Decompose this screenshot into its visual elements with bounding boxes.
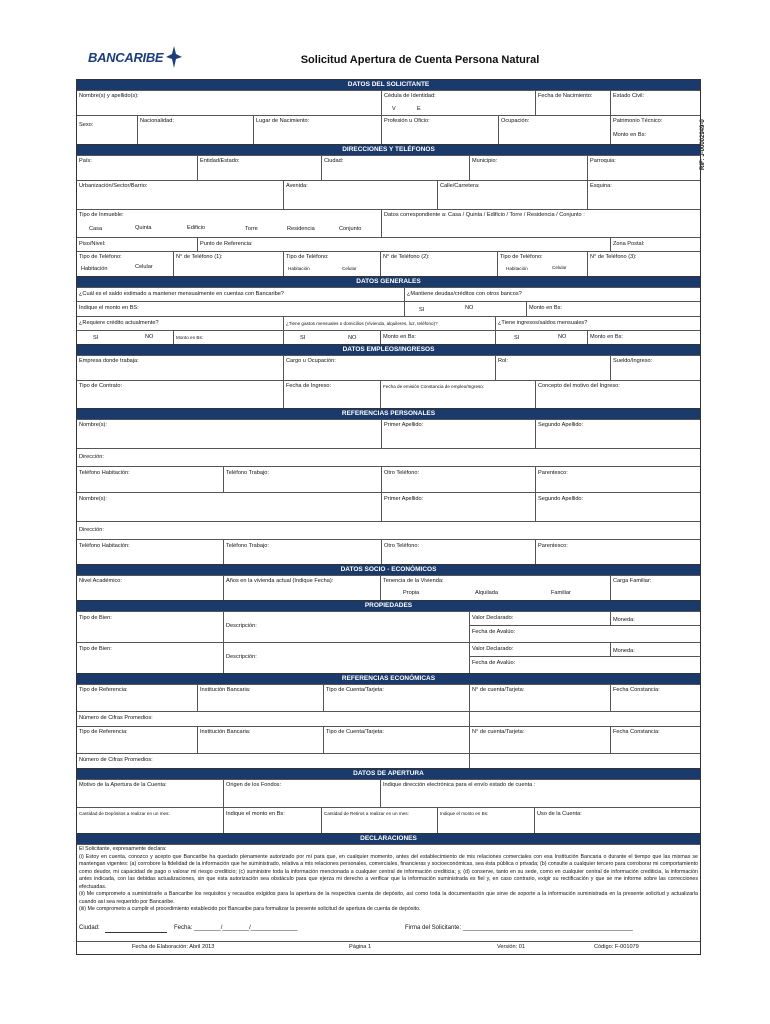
nivel-academico-field[interactable]: [77, 576, 223, 600]
field-label: SI: [300, 335, 306, 341]
refeco-2-institucion-field[interactable]: [197, 727, 324, 753]
origen-fondos-field[interactable]: [223, 780, 381, 807]
field-label: ¿Tiene gastos mensuales o domicilios (Vivienda, alquileres, luz, teléfono)?: [286, 321, 438, 326]
field-label: Municipio:: [472, 158, 498, 164]
ocupacion-field[interactable]: [498, 116, 611, 144]
ref2-primer-apellido-field[interactable]: [381, 493, 536, 521]
deudas-si-no[interactable]: [404, 302, 527, 316]
gastos-question: [283, 317, 496, 330]
field-label: Teléfono Habitación:: [79, 470, 130, 476]
field-label: Indique el monto en Bs:: [440, 811, 489, 816]
field-label: N° de cuenta/Tarjeta:: [472, 687, 525, 693]
star-icon: [166, 46, 182, 68]
rol-field[interactable]: [495, 356, 611, 380]
field-label: ¿Tiene ingresos/saldos mensuales?: [498, 320, 588, 326]
field-label: Motivo de la Apertura de la Cuenta:: [79, 782, 167, 788]
inmueble-torre: Torre: [245, 226, 258, 232]
municipio-field[interactable]: [469, 156, 588, 180]
propiedad-1-row: [77, 611, 700, 642]
field-label: SI: [419, 307, 425, 313]
telefono-1-field[interactable]: [173, 252, 284, 276]
section-direcciones: DIRECCIONES Y TELÉFONOS: [77, 144, 700, 155]
piso-field[interactable]: [77, 238, 197, 251]
decl-paragraph-2: (ii) Me comprometo a suministrarle a Bancaribe los requisitos y recaudos exigidos para la apertura de la respectiva cuenta de depósito, así como toda la documentación que sirve de soporte a la información suministrada en la presente solicitud y actualizarla cuando así sea requerido por Bancaribe.: [79, 891, 698, 905]
solicitante-row-1: [77, 90, 700, 115]
propiedad-1-descripcion-field[interactable]: [223, 612, 470, 642]
rif-label: RIF: J-00002949-0: [700, 119, 706, 170]
refeco-1-fecha-field[interactable]: [610, 685, 701, 711]
field-label: Fecha de Avalúo:: [472, 629, 516, 635]
section-apertura: DATOS DE APERTURA: [77, 768, 700, 779]
field-label: Calle/Carretera:: [440, 183, 480, 189]
cedula-field[interactable]: [381, 91, 536, 115]
field-label: Entidad/Estado:: [200, 158, 240, 164]
refeco-1-tipo-cuenta-field[interactable]: [323, 685, 470, 711]
field-label: Valor Declarado:: [472, 646, 514, 652]
entidad-field[interactable]: [197, 156, 322, 180]
field-label: Avenida:: [286, 183, 308, 189]
field-label: Monto en Bs:: [383, 334, 416, 340]
ref1-direccion-row: [77, 448, 700, 466]
avenida-field[interactable]: [283, 181, 438, 209]
field-label: Origen de los Fondos:: [226, 782, 282, 788]
field-label: Tipo de Referencia:: [79, 729, 128, 735]
declaraciones-text: [77, 845, 700, 915]
field-label: Tipo de Bien:: [79, 646, 112, 652]
field-label: Datos correspondiente a: Casa / Quinta / Edificio / Torre / Residencia / Conjunto :: [384, 212, 585, 218]
concepto-field[interactable]: [535, 381, 701, 408]
credito-si-no[interactable]: [77, 331, 173, 344]
application-form: [76, 79, 701, 955]
field-label: Segundo Apellido:: [538, 496, 584, 502]
ingresos-question: [495, 317, 701, 330]
ref1-tel-trab-field[interactable]: [223, 467, 382, 492]
tenencia-field[interactable]: [380, 576, 611, 600]
field-label: Rol:: [498, 358, 508, 364]
ingresos-monto-field[interactable]: [587, 331, 701, 344]
decl-paragraph-1: (i) Estoy en cuenta, conozco y acepto que Bancaribe ha quedado plenamente autorizado por mí para que, en cualquier momento, antes del establecimiento de mis relaciones comerciales con esa Institución Bancaria o durante el tiempo que las mismas se mantengan vigentes: (a) corrobore la fidelidad de la información que he suministrado, relativa a mis relaciones personales, comerciales, financieras y socioeconómicas, sea ésta pública o privada; (b) consulte a cualquier tercero para corroborar mi comportamiento como deudor, mi capacidad de pago o valorar mi riesgo crediticio; (c) suministre toda la información mencionada a cualquier central de información crediticia; y, (d) conserve, tanto en su sede, como en cualquier central de información crediticia, la información antes indicada, con las debidas actualizaciones, sin que esta autorización sea obstáculo para que ejerza mi derecho a verificar que la información suministrada es fiel y, en caso contrario, exigir su rectificación y que se me informe sobre las correcciones efectuadas.: [79, 853, 698, 890]
document-footer: [77, 941, 700, 954]
field-label: Tipo de Teléfono:: [286, 254, 329, 260]
field-label: Nombre(s):: [79, 422, 107, 428]
cedula-e: E: [417, 106, 421, 112]
ref2-tel-hab-field[interactable]: [77, 540, 223, 564]
tipo-telefono-1[interactable]: [77, 252, 173, 276]
zona-postal-field[interactable]: [610, 238, 701, 251]
datos-correspondiente-field[interactable]: [381, 210, 701, 237]
field-label: Otro Teléfono:: [384, 470, 420, 476]
refeco-2-cifras-row: [77, 753, 700, 768]
refeco-2-tipo-field[interactable]: [77, 727, 197, 753]
section-referencias-economicas: REFERENCIAS ECONÓMICAS: [77, 673, 700, 684]
ingresos-si-no[interactable]: [495, 331, 588, 344]
refeco-2-cifras-spacer: [469, 754, 701, 768]
ref2-tel-trab-field[interactable]: [223, 540, 382, 564]
parroquia-field[interactable]: [587, 156, 701, 180]
field-label: Sueldo/Ingreso:: [613, 358, 653, 364]
uso-cuenta-field[interactable]: [534, 808, 701, 833]
field-label: Punto de Referencia:: [200, 241, 253, 247]
firma-field[interactable]: Firma del Solicitante: ___________________________________________________: [405, 924, 633, 931]
anios-vivienda-field[interactable]: [223, 576, 381, 600]
field-label: Moneda:: [613, 617, 635, 623]
version-label: Versión: 01: [497, 943, 525, 950]
propiedad-2-valor-field[interactable]: [469, 643, 611, 673]
section-declaraciones: DECLARACIONES: [77, 833, 700, 844]
ref2-direccion-row: [77, 521, 700, 539]
field-label: NO: [558, 334, 567, 340]
refeco-1-institucion-field[interactable]: [197, 685, 324, 711]
field-label: Teléfono Trabajo:: [226, 470, 269, 476]
gastos-monto-field[interactable]: [380, 331, 496, 344]
ref2-otro-tel-field[interactable]: [381, 540, 536, 564]
field-label: Monto en Bs:: [176, 335, 204, 340]
declaraciones-block: [77, 844, 700, 954]
refeco-2-n-cuenta-field[interactable]: [469, 727, 611, 753]
email-estado-cuenta-field[interactable]: [380, 780, 701, 807]
inmueble-edificio: Edificio: [187, 225, 206, 231]
inmueble-conjunto: Conjunto: [339, 226, 362, 232]
ref1-tel-hab-field[interactable]: [77, 467, 223, 492]
field-label: Habitación: [81, 266, 108, 272]
field-label: Habitación: [506, 266, 528, 271]
ref1-primer-apellido-field[interactable]: [381, 420, 536, 448]
refeco-2-cifras-field[interactable]: [77, 754, 469, 768]
field-label: Tipo de Bien:: [79, 615, 112, 621]
decl-paragraph-3: (iii) Me comprometo a cumplir el procedimiento establecido por Bancaribe para formalizar la presente solicitud de apertura de cuenta de depósito.: [79, 906, 421, 912]
signature-row: [77, 915, 700, 941]
refeco-2-tipo-cuenta-field[interactable]: [323, 727, 470, 753]
field-label: Cantidad de Depósitos a realizar en un mes:: [79, 811, 170, 816]
field-label: Alquilada: [475, 590, 499, 596]
deudas-question: [404, 288, 701, 301]
refeco-1-row: [77, 684, 700, 711]
field-label: N° de Teléfono (3):: [590, 254, 637, 260]
field-label: N° de Teléfono (2):: [383, 254, 430, 260]
propiedad-1-tipo-field[interactable]: [77, 612, 223, 642]
codigo-label: Código: F-001079: [594, 943, 639, 950]
generales-row-2: [77, 301, 700, 316]
fecha-ingreso-field[interactable]: [283, 381, 381, 408]
field-label: País:: [79, 158, 92, 164]
ref1-nombres-field[interactable]: [77, 420, 381, 448]
field-label: Uso de la Cuenta:: [537, 811, 582, 817]
field-label: Concepto del motivo del Ingreso:: [538, 383, 620, 389]
field-label: Fecha de Ingreso:: [286, 383, 332, 389]
direccion-row-2: [77, 180, 700, 209]
field-label: ¿Cuál es el saldo estimado a mantener mensualmente en cuentas con Bancaribe?: [79, 291, 284, 297]
ref2-telefonos-row: [77, 539, 700, 564]
empresa-field[interactable]: [77, 356, 283, 380]
generales-row-4: [77, 330, 700, 344]
retiros-monto-field[interactable]: [437, 808, 535, 833]
field-label: Cédula de Identidad:: [384, 93, 436, 99]
field-label: Nivel Académico:: [79, 578, 122, 584]
field-label: Número de Cifras Promedios:: [79, 715, 153, 721]
calle-field[interactable]: [437, 181, 588, 209]
field-label: Tipo de Teléfono:: [79, 254, 122, 260]
ref1-telefonos-row: [77, 466, 700, 492]
field-label: Tenencia de la Vivienda:: [383, 578, 444, 584]
ref1-nombres-row: [77, 419, 700, 448]
field-label: Tipo de Referencia:: [79, 687, 128, 693]
field-label: ¿Mantiene deudas/créditos con otros bancos?: [407, 291, 522, 297]
field-label: Monto en Bs:: [529, 305, 562, 311]
ref2-nombres-field[interactable]: [77, 493, 381, 521]
field-label: Cargo u Ocupación:: [286, 358, 336, 364]
field-label: Tipo de Cuenta/Tarjeta:: [326, 687, 384, 693]
field-label: Indique el monto en Bs:: [226, 811, 285, 817]
field-label: Descripción:: [226, 623, 257, 629]
field-label: Celular: [552, 265, 567, 270]
field-label: Piso/Nivel:: [79, 241, 106, 247]
field-label: Indique dirección electrónica para el envío estado de cuenta :: [383, 782, 536, 788]
saldo-question: [77, 288, 404, 301]
solicitante-row-2: [77, 115, 700, 144]
depositos-field[interactable]: [77, 808, 223, 833]
fecha-emision-field[interactable]: [380, 381, 536, 408]
field-label: Descripción:: [226, 654, 257, 660]
section-propiedades: PROPIEDADES: [77, 600, 700, 611]
empleos-row-1: [77, 355, 700, 380]
refeco-2-fecha-field[interactable]: [610, 727, 701, 753]
ref1-otro-tel-field[interactable]: [381, 467, 536, 492]
field-label: Fecha de emisión Constancia de empleo/Ingreso:: [383, 384, 485, 389]
field-label: Lugar de Nacimiento:: [256, 118, 310, 124]
field-label: ¿Requiere crédito actualmente?: [79, 320, 159, 326]
inmueble-quinta: Quinta: [135, 225, 152, 231]
field-label: Tipo de Inmueble:: [79, 212, 124, 218]
inmueble-residencia: Residencia: [287, 226, 315, 232]
field-label: Institución Bancaria:: [200, 687, 251, 693]
ref1-segundo-apellido-field[interactable]: [535, 420, 701, 448]
propiedad-2-moneda-field[interactable]: [610, 643, 701, 656]
field-label: Tipo de Contrato:: [79, 383, 123, 389]
field-label: NO: [348, 335, 357, 341]
sueldo-field[interactable]: [610, 356, 701, 380]
field-label: Segundo Apellido:: [538, 422, 584, 428]
sexo-field[interactable]: [77, 116, 137, 144]
field-label: Monto en Bs:: [613, 132, 646, 138]
field-label: Otro Teléfono:: [384, 543, 420, 549]
refeco-1-n-cuenta-field[interactable]: [469, 685, 611, 711]
field-label: NO: [465, 305, 474, 311]
propiedad-2-row: [77, 642, 700, 673]
field-label: Primer Apellido:: [384, 496, 424, 502]
field-label: Moneda:: [613, 648, 635, 654]
ref1-direccion-field[interactable]: [77, 449, 700, 466]
propiedad-2-tipo-field[interactable]: [77, 643, 223, 673]
direccion-row-5: [77, 251, 700, 276]
direccion-row-1: [77, 155, 700, 180]
field-label: Parroquia:: [590, 158, 616, 164]
section-socio: DATOS SOCIO - ECONÓMICOS: [77, 564, 700, 575]
fecha-elaboracion: Fecha de Elaboración: Abril 2013: [132, 943, 215, 950]
field-label: Teléfono Trabajo:: [226, 543, 269, 549]
telefono-3-field[interactable]: [587, 252, 701, 276]
refeco-1-tipo-field[interactable]: [77, 685, 197, 711]
field-label: Dirección:: [79, 527, 104, 533]
direccion-row-3: [77, 209, 700, 237]
field-label: Urbanización/Sector/Barrio:: [79, 183, 148, 189]
field-label: Sexo:: [79, 122, 94, 128]
punto-referencia-field[interactable]: [197, 238, 611, 251]
refeco-1-cifras-row: [77, 711, 700, 726]
page-title: Solicitud Apertura de Cuenta Persona Natural: [300, 54, 540, 66]
field-label: Patrimonio Técnico:: [613, 118, 663, 124]
tipo-inmueble-field[interactable]: [77, 210, 381, 237]
field-label: Propia: [403, 590, 420, 596]
retiros-field[interactable]: [321, 808, 438, 833]
carga-familiar-field[interactable]: [610, 576, 701, 600]
inmueble-casa: Casa: [89, 226, 103, 232]
contrato-field[interactable]: [77, 381, 283, 408]
generales-row-3: [77, 316, 700, 330]
field-label: Habitación: [288, 266, 310, 271]
apertura-row-2: [77, 807, 700, 833]
ref2-direccion-field[interactable]: [77, 522, 700, 539]
field-label: Fecha Constancia:: [613, 687, 660, 693]
field-label: Cantidad de Retiros a realizar en un mes:: [324, 811, 409, 816]
ciudad-line[interactable]: [105, 932, 167, 933]
socio-row: [77, 575, 700, 600]
generales-row-1: [77, 287, 700, 301]
field-label: Celular: [342, 266, 357, 271]
field-label: Parentesco:: [538, 543, 568, 549]
field-label: N° de cuenta/Tarjeta:: [472, 729, 525, 735]
nacionalidad-field[interactable]: [137, 116, 254, 144]
field-label: Empresa donde trabaja:: [79, 358, 139, 364]
field-label: Esquina:: [590, 183, 612, 189]
field-label: Fecha de Avalúo:: [472, 660, 516, 666]
tipo-telefono-3[interactable]: [497, 252, 588, 276]
propiedad-2-descripcion-field[interactable]: [223, 643, 470, 673]
urbanizacion-field[interactable]: [77, 181, 283, 209]
logo-text: BANCARIBE: [88, 49, 164, 65]
field-label: Tipo de Teléfono:: [500, 254, 543, 260]
field-label: SI: [93, 335, 99, 341]
refeco-2-row: [77, 726, 700, 753]
fecha-field[interactable]: Fecha: ________/________/______________: [174, 924, 298, 931]
field-label: Profesión u Oficio:: [384, 118, 430, 124]
field-label: Valor Declarado:: [472, 615, 514, 621]
profesion-field[interactable]: [381, 116, 499, 144]
direccion-row-4: [77, 237, 700, 251]
ref2-nombres-row: [77, 492, 700, 521]
field-label: Primer Apellido:: [384, 422, 424, 428]
bancaribe-logo: [88, 46, 182, 68]
section-empleos: DATOS EMPLEOS/INGRESOS: [77, 344, 700, 355]
ciudad-field[interactable]: [321, 156, 470, 180]
field-label: Teléfono Habitación:: [79, 543, 130, 549]
section-solicitante: DATOS DEL SOLICITANTE: [77, 79, 700, 90]
decl-intro: El Solicitante, expresamente declara:: [79, 846, 167, 852]
refeco-1-cifras-spacer: [469, 712, 701, 726]
field-label: Nombre(s):: [79, 496, 107, 502]
pagina-number: Página 1: [349, 943, 372, 950]
gastos-si-no[interactable]: [283, 331, 381, 344]
field-label: Dirección:: [79, 454, 104, 460]
field-label: Ocupación:: [501, 118, 530, 124]
field-label: N° de Teléfono (1):: [176, 254, 223, 260]
field-label: NO: [145, 334, 154, 340]
field-label: Carga Familiar:: [613, 578, 652, 584]
field-label: Monto en Bs:: [590, 334, 623, 340]
field-label: Institución Bancaria:: [200, 729, 251, 735]
lugar-nacimiento-field[interactable]: [253, 116, 382, 144]
indique-monto-field[interactable]: [77, 302, 404, 316]
motivo-apertura-field[interactable]: [77, 780, 223, 807]
field-label: Estado Civil:: [613, 93, 645, 99]
field-label: Fecha Constancia:: [613, 729, 660, 735]
field-label: Fecha de Nacimiento:: [538, 93, 593, 99]
field-label: Zona Postal:: [613, 241, 645, 247]
field-label: Familiar: [551, 590, 571, 596]
field-label: SI: [514, 335, 520, 341]
credito-monto-field[interactable]: [173, 331, 284, 344]
field-label: Celular: [135, 264, 153, 270]
requiere-credito-question: [77, 317, 283, 330]
field-label: Tipo de Cuenta/Tarjeta:: [326, 729, 384, 735]
propiedad-1-moneda-field[interactable]: [610, 612, 701, 625]
cargo-field[interactable]: [283, 356, 496, 380]
depositos-monto-field[interactable]: [223, 808, 322, 833]
field-label: Ciudad:: [324, 158, 344, 164]
nombres-field[interactable]: [77, 91, 381, 115]
deudas-monto-field[interactable]: [526, 302, 701, 316]
section-generales: DATOS GENERALES: [77, 276, 700, 287]
propiedad-1-valor-field[interactable]: [469, 612, 611, 642]
refeco-1-cifras-field[interactable]: [77, 712, 469, 726]
field-label: Años en la vivienda actual (Indique Fecha):: [226, 578, 334, 584]
empleos-row-2: [77, 380, 700, 408]
ref2-segundo-apellido-field[interactable]: [535, 493, 701, 521]
fecha-nacimiento-field[interactable]: [535, 91, 611, 115]
ref2-parentesco-field[interactable]: [535, 540, 701, 564]
section-referencias-personales: REFERENCIAS PERSONALES: [77, 408, 700, 419]
field-label: Número de Cifras Promedios:: [79, 757, 153, 763]
telefono-2-field[interactable]: [380, 252, 498, 276]
field-label: Nacionalidad:: [140, 118, 174, 124]
pais-field[interactable]: [77, 156, 197, 180]
ref1-parentesco-field[interactable]: [535, 467, 701, 492]
apertura-row-1: [77, 779, 700, 807]
field-label: Nombre(s) y apellido(s):: [79, 93, 139, 99]
field-label: Indique el monto en BS:: [79, 305, 139, 311]
esquina-field[interactable]: [587, 181, 701, 209]
estado-civil-field[interactable]: [610, 91, 701, 115]
field-label: Parentesco:: [538, 470, 568, 476]
tipo-telefono-2[interactable]: [283, 252, 381, 276]
cedula-v: V: [392, 106, 396, 112]
ciudad-label: Ciudad:: [79, 924, 100, 931]
patrimonio-field[interactable]: [610, 116, 701, 144]
